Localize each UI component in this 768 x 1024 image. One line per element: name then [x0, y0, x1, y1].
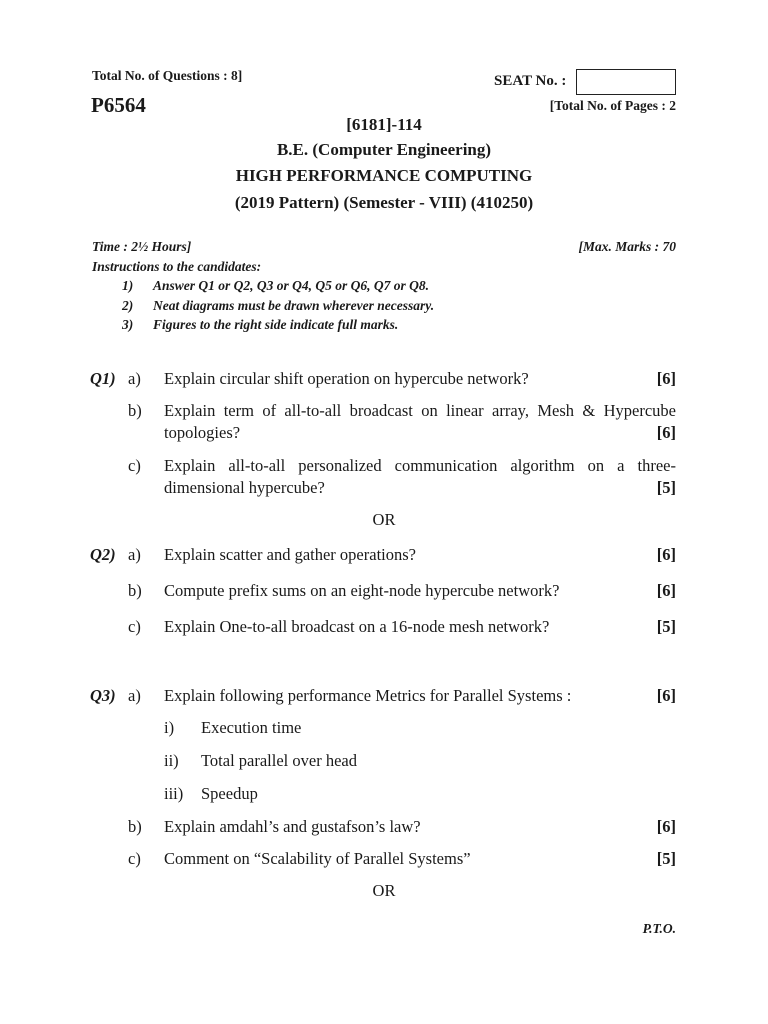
- question-text: Compute prefix sums on an eight-node hypercube network?: [164, 581, 560, 600]
- instruction-text: Neat diagrams must be drawn wherever necessary.: [153, 298, 435, 313]
- question-text: Explain term of all-to-all broadcast on linear array, Mesh & Hypercube: [164, 401, 676, 420]
- part-label: a): [128, 369, 141, 388]
- question-text: Explain scatter and gather operations?: [164, 545, 416, 564]
- paper-code: P6564: [91, 93, 146, 117]
- total-pages: [Total No. of Pages : 2: [549, 98, 676, 113]
- marks: [5]: [656, 478, 676, 497]
- question-text: Comment on “Scalability of Parallel Systems”: [164, 849, 471, 868]
- part-label: a): [128, 686, 141, 705]
- subpart-label: iii): [164, 784, 184, 803]
- instructions-title: Instructions to the candidates:: [92, 259, 262, 274]
- total-questions: Total No. of Questions : 8]: [92, 68, 243, 83]
- part-label: a): [128, 545, 141, 564]
- max-marks: [Max. Marks : 70: [578, 239, 676, 254]
- question-text: Explain all-to-all personalized communication algorithm on a three-: [164, 456, 676, 475]
- marks: [5]: [656, 617, 676, 636]
- instruction-num: 1): [122, 278, 134, 293]
- time-duration: Time : 2½ Hours]: [92, 239, 192, 254]
- or-separator: OR: [372, 510, 396, 529]
- part-label: c): [128, 849, 141, 868]
- question-number: Q2): [90, 545, 116, 564]
- question-text: topologies?: [164, 423, 241, 442]
- question-number: Q3): [90, 686, 116, 705]
- subpart-label: ii): [164, 751, 179, 770]
- marks: [6]: [656, 817, 676, 836]
- course-title: B.E. (Computer Engineering): [276, 140, 492, 159]
- marks: [6]: [656, 423, 676, 442]
- pattern-line: (2019 Pattern) (Semester - VIII) (410250): [234, 193, 534, 212]
- question-text: Explain amdahl’s and gustafson’s law?: [164, 817, 421, 836]
- instruction-num: 3): [122, 317, 134, 332]
- subject-title: HIGH PERFORMANCE COMPUTING: [235, 166, 533, 185]
- subpart-text: Speedup: [201, 784, 258, 803]
- question-text: Explain One-to-all broadcast on a 16-node mesh network?: [164, 617, 550, 636]
- question-number: Q1): [90, 369, 116, 388]
- marks: [6]: [656, 686, 676, 705]
- instruction-text: Answer Q1 or Q2, Q3 or Q4, Q5 or Q6, Q7 or Q8.: [153, 278, 430, 293]
- marks: [6]: [656, 545, 676, 564]
- marks: [6]: [656, 581, 676, 600]
- question-text: dimensional hypercube?: [164, 478, 325, 497]
- exam-code: [6181]-114: [346, 115, 422, 134]
- or-separator: OR: [372, 881, 396, 900]
- pto-note: P.T.O.: [642, 921, 676, 936]
- instruction-num: 2): [122, 298, 134, 313]
- subpart-label: i): [164, 718, 175, 737]
- part-label: c): [128, 456, 141, 475]
- seat-label: SEAT No. :: [494, 73, 567, 89]
- part-label: b): [128, 401, 142, 420]
- marks: [6]: [656, 369, 676, 388]
- subpart-text: Total parallel over head: [201, 751, 357, 770]
- marks: [5]: [656, 849, 676, 868]
- seat-number-box[interactable]: [576, 69, 676, 95]
- subpart-text: Execution time: [201, 718, 302, 737]
- part-label: b): [128, 581, 142, 600]
- instruction-text: Figures to the right side indicate full marks.: [153, 317, 399, 332]
- part-label: c): [128, 617, 141, 636]
- question-text: Explain following performance Metrics for Parallel Systems :: [164, 686, 572, 705]
- question-text: Explain circular shift operation on hypercube network?: [164, 369, 529, 388]
- part-label: b): [128, 817, 142, 836]
